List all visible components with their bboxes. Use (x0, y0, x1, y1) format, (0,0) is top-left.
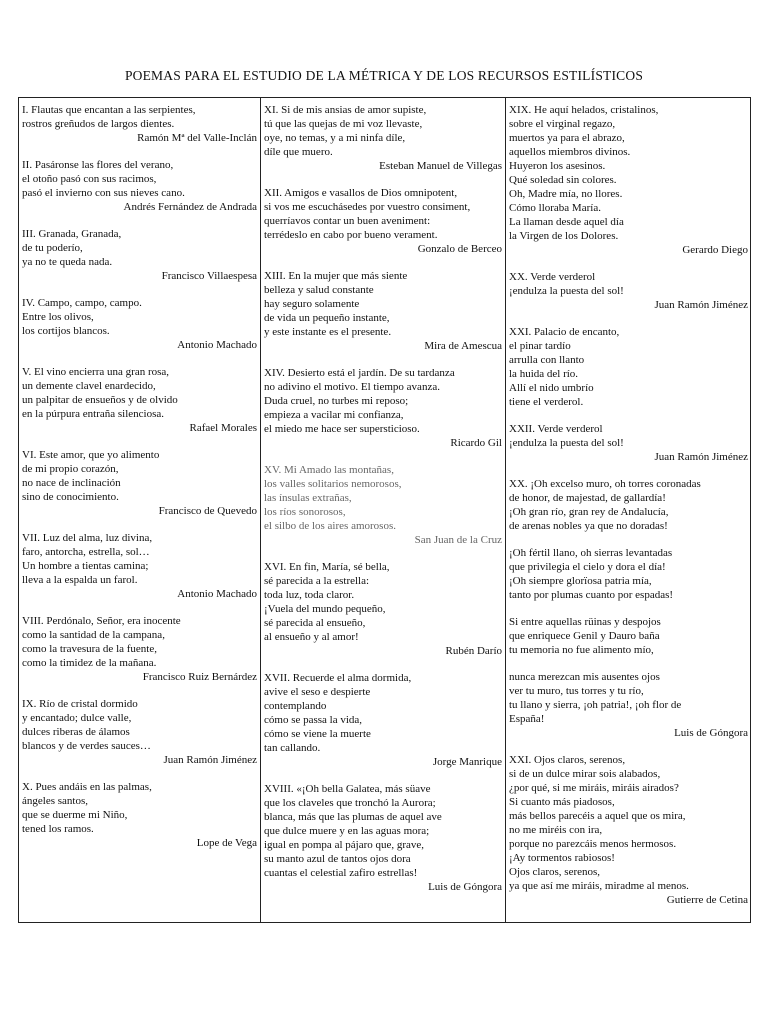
poem-block (264, 463, 502, 547)
poem-line: XXII. Verde verderol (509, 423, 603, 435)
poems-table (18, 97, 751, 923)
poem-line: el silbo de los aires amorosos. (264, 520, 396, 532)
poem-author: Gerardo Diego (682, 244, 748, 256)
poem-line: tan callando. (264, 742, 321, 754)
poem-line: al ensueño y al amor! (264, 631, 359, 643)
poem-line: sobre el virginal regazo, (509, 118, 616, 130)
poem-block (22, 614, 257, 684)
poem-line: blanca, más que las plumas de aquel ave (264, 811, 442, 823)
poem-line: XVII. Recuerde el alma dormida, (264, 672, 412, 684)
poem-line: tú que las quejas de mi voz llevaste, (264, 118, 423, 130)
poem-line: ¡endulza la puesta del sol! (509, 285, 624, 297)
poem-line: Cómo lloraba María. (509, 202, 601, 214)
poem-line: porque no parezcáis menos hermosos. (509, 838, 677, 850)
poems-column-1 (19, 98, 261, 922)
poem-line: que los claveles que tronchó la Aurora; (264, 797, 436, 809)
poem-line: avive el seso e despierte (264, 686, 371, 698)
poem-line: como la travesura de la fuente, (22, 643, 157, 655)
poem-block (264, 671, 502, 769)
poem-block (22, 780, 257, 850)
poem-line: ¿por qué, si me miráis, miráis airados? (509, 782, 679, 794)
poem-line: si de un dulce mirar sois alabados, (509, 768, 661, 780)
poem-block (264, 782, 502, 894)
poem-line: que privilegia el cielo y dora el día! (509, 561, 666, 573)
poem-line: ¡endulza la puesta del sol! (509, 437, 624, 449)
poem-line: ¡Ay tormentos rabiosos! (509, 852, 615, 864)
poem-line: las ínsulas extrañas, (264, 492, 352, 504)
poem-line: XX. ¡Oh excelso muro, oh torres coronadas (509, 478, 701, 490)
poem-line: el otoño pasó con sus racimos, (22, 173, 157, 185)
poem-line: VI. Este amor, que yo alimento (22, 449, 160, 461)
poem-line: sé parecida a la estrella: (264, 575, 370, 587)
poem-line: como la timidez de la mañana. (22, 657, 157, 669)
poem-line: el miedo me hace ser supersticioso. (264, 423, 420, 435)
poem-line: que se duerme mi Niño, (22, 809, 128, 821)
poem-line: tanto por plumas cuanto por espadas! (509, 589, 674, 601)
poem-line: belleza y salud constante (264, 284, 374, 296)
poem-line: ya no te queda nada. (22, 256, 113, 268)
poem-line: lleva a la espalda un farol. (22, 574, 138, 586)
poem-line: Si entre aquellas rüinas y despojos (509, 616, 661, 628)
poem-line: XX. Verde verderol (509, 271, 596, 283)
poem-line: Si cuanto más piadosos, (509, 796, 615, 808)
poem-line: III. Granada, Granada, (22, 228, 122, 240)
poem-line: no me miréis con ira, (509, 824, 603, 836)
poem-line: nunca merezcan mis ausentes ojos (509, 671, 660, 683)
poem-block (509, 546, 748, 602)
poem-line: que enriquece Genil y Dauro baña (509, 630, 660, 642)
poem-line: XVIII. «¡Oh bella Galatea, más süave (264, 783, 431, 795)
poem-block (22, 227, 257, 283)
poem-line: oye, no temas, y a mi ninfa díle, (264, 132, 406, 144)
poem-author: Luis de Góngora (428, 881, 502, 893)
poem-line: Oh, Madre mía, no llores. (509, 188, 623, 200)
poem-author: Juan Ramón Jiménez (654, 299, 748, 311)
poem-line: hay seguro solamente (264, 298, 360, 310)
poem-line: XVI. En fin, María, sé bella, (264, 561, 390, 573)
poem-line: aquellos miembros divinos. (509, 146, 631, 158)
poem-block (22, 103, 257, 145)
poem-line: de arenas nobles ya que no doradas! (509, 520, 668, 532)
poem-line: España! (509, 713, 545, 725)
poem-block (509, 422, 748, 464)
poem-block (264, 269, 502, 353)
poem-line: un palpitar de ensueños y de olvido (22, 394, 178, 406)
poem-author: Rubén Darío (445, 645, 502, 657)
poem-line: V. El vino encierra una gran rosa, (22, 366, 170, 378)
poem-line: ver tu muro, tus torres y tu río, (509, 685, 644, 697)
poem-block (509, 753, 748, 907)
poem-author: Lope de Vega (196, 837, 257, 849)
poem-line: rostros greñudos de largos dientes. (22, 118, 175, 130)
poem-line: XV. Mi Amado las montañas, (264, 464, 394, 476)
poem-line: igual en pompa al pájaro que, grave, (264, 839, 425, 851)
poem-line: faro, antorcha, estrella, sol… (22, 546, 150, 558)
page-title: POEMAS PARA EL ESTUDIO DE LA MÉTRICA Y DE LOS RECURSOS ESTILÍSTICOS (124, 68, 644, 83)
poem-author: Ricardo Gil (450, 437, 502, 449)
poem-line: X. Pues andáis en las palmas, (22, 781, 152, 793)
poem-author: Francisco de Quevedo (158, 505, 257, 517)
poem-block (22, 296, 257, 352)
poem-author: Antonio Machado (177, 339, 257, 351)
poem-line: de tu poderío, (22, 242, 83, 254)
poem-author: Esteban Manuel de Villegas (379, 160, 502, 172)
poem-line: querríavos contar un buen aveniment: (264, 215, 431, 227)
poem-line: Huyeron los asesinos. (509, 160, 606, 172)
poem-line: cómo se viene la muerte (264, 728, 371, 740)
poem-author: Antonio Machado (177, 588, 257, 600)
poem-line: que dulce muere y en las aguas mora; (264, 825, 430, 837)
poem-line: XI. Si de mis ansias de amor supiste, (264, 104, 427, 116)
poem-line: ¡Oh fértil llano, oh sierras levantadas (509, 547, 673, 559)
poem-block (264, 366, 502, 450)
poem-line: tu memoria no fue alimento mío, (509, 644, 654, 656)
poem-line: terrédeslo en cabo por bueno verament. (264, 229, 438, 241)
poem-line: XXI. Palacio de encanto, (509, 326, 620, 338)
poem-line: Allí el nido umbrío (509, 382, 594, 394)
poem-block (22, 158, 257, 214)
poem-author: Andrés Fernández de Andrada (123, 201, 257, 213)
poem-line: IX. Río de cristal dormido (22, 698, 138, 710)
poem-author: Jorge Manrique (432, 756, 502, 768)
poem-block (22, 531, 257, 601)
poem-line: arrulla con llanto (509, 354, 585, 366)
poem-line: XXI. Ojos claros, serenos, (509, 754, 626, 766)
poem-line: no nace de inclinación (22, 477, 121, 489)
poem-line: tened los ramos. (22, 823, 94, 835)
poem-block (264, 560, 502, 658)
poem-line: de vida un pequeño instante, (264, 312, 390, 324)
poem-line: Qué soledad sin colores. (509, 174, 617, 186)
poem-line: blancos y de verdes sauces… (22, 740, 151, 752)
poem-block (509, 103, 748, 257)
poem-block (509, 670, 748, 740)
poem-author: Francisco Ruiz Bernárdez (142, 671, 257, 683)
poem-line: Entre los olivos, (22, 311, 94, 323)
poem-line: Un hombre a tientas camina; (22, 560, 149, 572)
poem-line: más bellos parecéis a aquel que os mira, (509, 810, 686, 822)
poem-line: Duda cruel, no turbes mi reposo; (264, 395, 409, 407)
poem-line: y encantado; dulce valle, (22, 712, 132, 724)
poem-line: contemplando (264, 700, 327, 712)
poem-line: muertos ya para el abrazo, (509, 132, 625, 144)
poem-line: y este instante es el presente. (264, 326, 392, 338)
poem-line: el pinar tardío (509, 340, 571, 352)
poem-line: los ríos sonorosos, (264, 506, 346, 518)
poem-line: cómo se passa la vida, (264, 714, 363, 726)
poem-line: de mi propio corazón, (22, 463, 119, 475)
poem-author: Ramón Mª del Valle-Inclán (137, 132, 257, 144)
poem-line: II. Pasáronse las flores del verano, (22, 159, 174, 171)
poem-line: como la santidad de la campana, (22, 629, 165, 641)
poem-line: los cortijos blancos. (22, 325, 110, 337)
poem-line: Ojos claros, serenos, (509, 866, 601, 878)
poem-line: la huida del río. (509, 368, 579, 380)
poem-line: si vos me escuchásedes por vuestro consiment, (264, 201, 471, 213)
poem-line: VIII. Perdónalo, Señor, era inocente (22, 615, 181, 627)
poem-line: ángeles santos, (22, 795, 88, 807)
poem-line: XIX. He aquí helados, cristalinos, (509, 104, 659, 116)
poem-line: dulces riberas de álamos (22, 726, 130, 738)
poem-line: díle que muero. (264, 146, 333, 158)
poem-line: la Virgen de los Dolores. (509, 230, 619, 242)
poem-author: Gonzalo de Berceo (417, 243, 502, 255)
poem-line: los valles solitarios nemorosos, (264, 478, 402, 490)
poem-line: ¡Vuela del mundo pequeño, (264, 603, 386, 615)
poem-line: XIV. Desierto está el jardín. De su tardanza (264, 367, 455, 379)
poem-line: sino de conocimiento. (22, 491, 119, 503)
poem-author: Juan Ramón Jiménez (654, 451, 748, 463)
poem-line: un demente clavel enardecido, (22, 380, 156, 392)
poem-line: pasó el invierno con sus nieves cano. (22, 187, 185, 199)
poem-block (264, 103, 502, 173)
poem-author: Rafael Morales (189, 422, 257, 434)
poem-line: XIII. En la mujer que más siente (264, 270, 408, 282)
poem-block (509, 270, 748, 312)
poems-column-3 (506, 98, 750, 922)
poem-line: cuantas el celestial zafiro estrellas! (264, 867, 418, 879)
poem-block (509, 477, 748, 533)
poem-line: tu llano y sierra, ¡oh patria!, ¡oh flor de (509, 699, 682, 711)
poem-line: en la púrpura entraña silenciosa. (22, 408, 165, 420)
poem-line: sé parecida al ensueño, (264, 617, 366, 629)
poem-line: toda luz, toda claror. (264, 589, 355, 601)
poem-line: La llaman desde aquel día (509, 216, 624, 228)
poem-line: ¡Oh gran río, gran rey de Andalucía, (509, 506, 669, 518)
poem-block (509, 325, 748, 409)
poem-line: no adivino el motivo. El tiempo avanza. (264, 381, 440, 393)
poem-author: Juan Ramón Jiménez (163, 754, 257, 766)
poem-block (509, 615, 748, 657)
poem-line: ¡Oh siempre glorïosa patria mía, (509, 575, 652, 587)
poem-line: I. Flautas que encantan a las serpientes, (22, 104, 196, 116)
poem-line: XII. Amigos e vasallos de Dios omnipotent, (264, 187, 458, 199)
poem-author: Luis de Góngora (674, 727, 748, 739)
poem-block (264, 186, 502, 256)
poem-author: San Juan de la Cruz (414, 534, 502, 546)
poem-block (22, 448, 257, 518)
poem-block (22, 365, 257, 435)
poem-author: Gutierre de Cetina (666, 894, 748, 906)
poem-line: tiene el verderol. (509, 396, 584, 408)
poem-block (22, 697, 257, 767)
poem-line: VII. Luz del alma, luz divina, (22, 532, 153, 544)
poem-line: su manto azul de tantos ojos dora (264, 853, 411, 865)
poem-author: Mira de Amescua (424, 340, 502, 352)
poem-line: ya que así me miráis, miradme al menos. (509, 880, 689, 892)
poem-line: IV. Campo, campo, campo. (22, 297, 142, 309)
poem-line: de honor, de majestad, de gallardía! (509, 492, 666, 504)
poems-column-2 (261, 98, 506, 922)
poem-line: empieza a vacilar mi confianza, (264, 409, 404, 421)
poem-author: Francisco Villaespesa (161, 270, 257, 282)
